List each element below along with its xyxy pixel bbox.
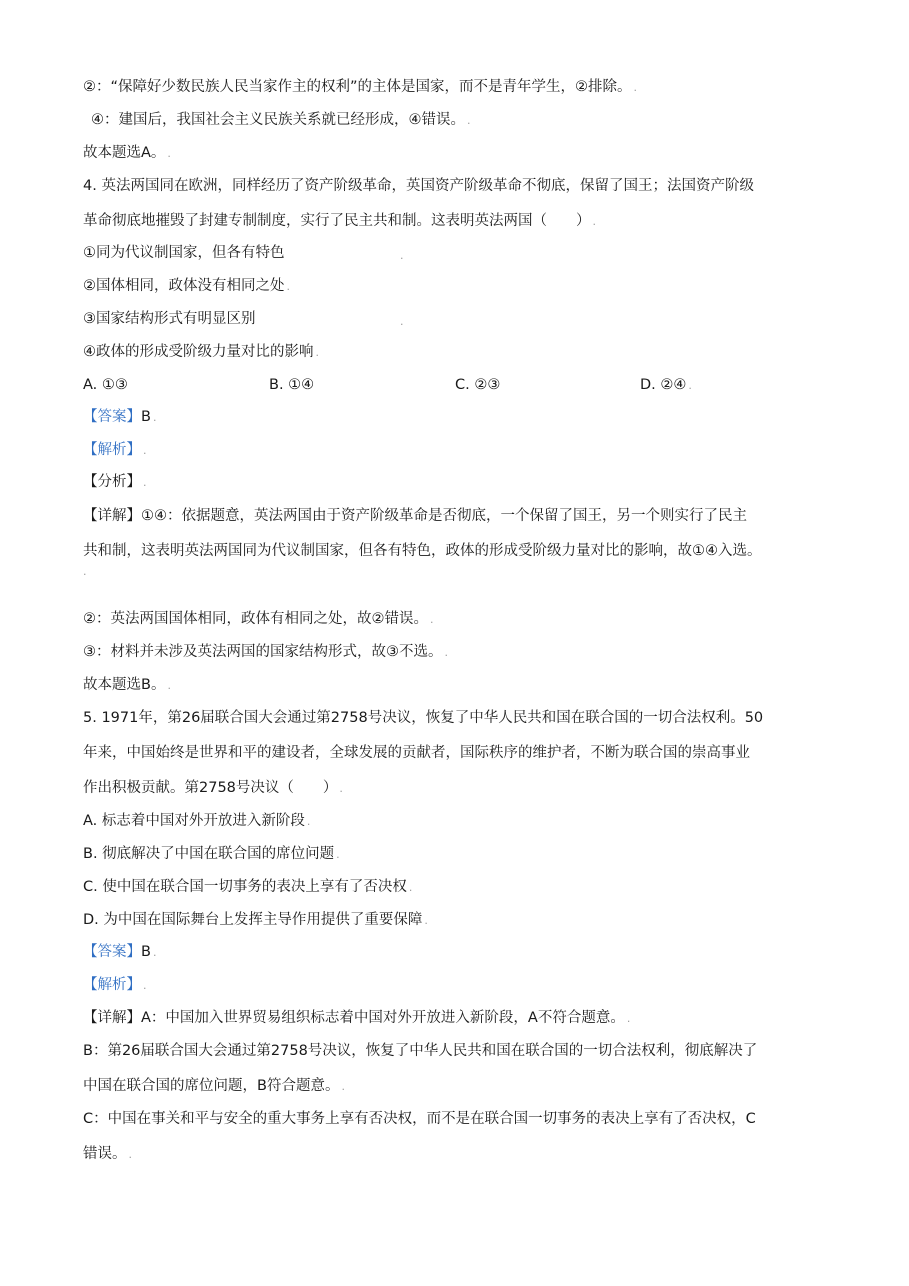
edit-mark: . xyxy=(143,979,147,992)
line-text: ①④：依据题意，英法两国由于资产阶级革命是否彻底，一个保留了国王，另一个则实行了民主 xyxy=(141,508,747,524)
line-text: 故本题选A。 xyxy=(83,145,166,161)
line-text: B：第26届联合国大会通过第2758号决议，恢复了中华人民共和国在联合国的一切合法权利，彻底解决了 xyxy=(83,1043,758,1059)
edit-mark: . xyxy=(315,346,319,359)
question-4-fenxi xyxy=(83,472,147,493)
line-text: ③国家结构形式有明显区别 xyxy=(83,311,256,327)
edit-mark: . xyxy=(626,1012,631,1025)
question-4-stem-line-2 xyxy=(83,211,596,232)
detail-tag: 【详解】 xyxy=(83,508,141,524)
question-5-analysis xyxy=(83,975,147,996)
question-4-detail-line-4 xyxy=(83,642,448,663)
edit-mark: . xyxy=(444,646,448,659)
line-text: ②国体相同，政体没有相同之处 xyxy=(83,278,285,294)
line-text: C：中国在事关和平与安全的重大事务上享有否决权，而不是在联合国一切事务的表决上享有了否决权，C xyxy=(83,1111,756,1127)
question-5-stem-line-2 xyxy=(83,743,750,763)
question-5-detail-b-line-1 xyxy=(83,1041,757,1061)
fenxi-tag: 【分析】 xyxy=(83,474,141,490)
line-text: 中国在联合国的席位问题，B符合题意。 xyxy=(83,1078,340,1094)
analysis-tag: 【解析】 xyxy=(83,977,141,993)
question-5-detail-c-line-1 xyxy=(83,1109,756,1129)
line-text: 革命彻底地摧毁了封建专制制度，实行了民主共和制。这表明英法两国（ ） xyxy=(83,213,591,229)
line-text: 年来，中国始终是世界和平的建设者，全球发展的贡献者，国际秩序的维护者，不断为联合国的崇高事业 xyxy=(83,745,750,761)
line-text: 故本题选B。 xyxy=(83,677,166,693)
answer-value: B xyxy=(141,409,151,425)
line-text: ①同为代议制国家，但各有特色 xyxy=(83,245,285,261)
line-text: B. 彻底解决了中国在联合国的席位问题 xyxy=(83,846,335,862)
edit-mark: . xyxy=(430,613,434,626)
edit-mark: . xyxy=(400,249,404,262)
edit-mark: . xyxy=(167,679,171,692)
edit-mark: . xyxy=(83,565,87,578)
edit-mark: . xyxy=(286,280,290,293)
question-5-answer xyxy=(83,942,156,963)
question-4-item-4 xyxy=(83,342,319,363)
edit-mark: . xyxy=(688,379,692,392)
question-5-detail-b-line-2 xyxy=(83,1076,345,1097)
text-line xyxy=(83,143,171,164)
question-4-item-1 xyxy=(83,243,285,263)
edit-mark: . xyxy=(400,315,404,328)
edit-mark: . xyxy=(592,215,596,228)
question-4-answer xyxy=(83,407,156,428)
question-4-stem-line-1 xyxy=(83,176,754,196)
question-5-stem-line-3 xyxy=(83,778,343,799)
edit-mark: . xyxy=(143,444,147,457)
question-5-stem-line-1 xyxy=(83,708,763,728)
line-text: 共和制，这表明英法两国同为代议制国家，但各有特色，政体的形成受阶级力量对比的影响，故①④入选 xyxy=(83,543,747,559)
question-4-item-3 xyxy=(83,309,256,329)
question-5-option-a xyxy=(83,811,310,832)
line-text: 错误。 xyxy=(83,1146,127,1162)
question-5-detail-a xyxy=(83,1008,630,1029)
line-text: A：中国加入世界贸易组织标志着中国对外开放进入新阶段，A不符合题意。 xyxy=(141,1010,625,1026)
line-text: 4. 英法两国同在欧洲，同样经历了资产阶级革命，英国资产阶级革命不彻底，保留了国王；法国资产阶级 xyxy=(83,178,754,194)
option-c: C. ②③ xyxy=(455,377,501,393)
edit-mark: . xyxy=(306,815,311,828)
option-b: B. ①④ xyxy=(269,377,315,393)
edit-mark: . xyxy=(424,914,428,927)
edit-mark: . xyxy=(152,946,157,959)
line-text: ②：“保障好少数民族人民当家作主的权利”的主体是国家，而不是青年学生，②排除。 xyxy=(83,79,632,95)
line-text: A. 标志着中国对外开放进入新阶段 xyxy=(83,813,305,829)
line-text: ②：英法两国国体相同，政体有相同之处，故②错误。 xyxy=(83,611,428,627)
edit-mark: . xyxy=(341,1080,345,1093)
edit-mark: . xyxy=(467,114,471,127)
question-4-options xyxy=(83,375,783,395)
text-line xyxy=(91,110,471,131)
analysis-tag: 【解析】 xyxy=(83,442,141,458)
answer-tag: 【答案】 xyxy=(83,944,141,960)
question-5-detail-c-line-2 xyxy=(83,1144,132,1165)
line-text: ③：材料并未涉及英法两国的国家结构形式，故③不选。 xyxy=(83,644,443,660)
edit-mark: . xyxy=(128,1148,132,1161)
option-d-text: D. ②④ xyxy=(640,377,687,393)
line-text: ④：建国后，我国社会主义民族关系就已经形成，④错误。 xyxy=(91,112,465,128)
question-5-option-c xyxy=(83,877,412,898)
question-5-option-b xyxy=(83,844,340,865)
option-a: A. ①③ xyxy=(83,377,128,393)
text-line xyxy=(83,77,637,98)
line-text: ④政体的形成受阶级力量对比的影响 xyxy=(83,344,314,360)
edit-mark: . xyxy=(143,476,147,489)
question-5-option-d xyxy=(83,910,428,931)
answer-tag: 【答案】 xyxy=(83,409,141,425)
question-4-analysis xyxy=(83,440,147,461)
question-4-conclusion xyxy=(83,675,171,696)
answer-value: B xyxy=(141,944,151,960)
edit-mark: . xyxy=(633,81,638,94)
edit-mark: . xyxy=(339,782,343,795)
edit-mark: . xyxy=(336,848,340,861)
line-text: 5. 1971年，第26届联合国大会通过第2758号决议，恢复了中华人民共和国在联合国的一切合法权利。50 xyxy=(83,710,764,726)
edit-mark: . xyxy=(152,411,157,424)
question-4-detail-line-2 xyxy=(83,541,762,561)
question-4-item-2 xyxy=(83,276,290,297)
period-mark: 。 xyxy=(747,543,762,559)
line-text: D. 为中国在国际舞台上发挥主导作用提供了重要保障 xyxy=(83,912,423,928)
line-text: C. 使中国在联合国一切事务的表决上享有了否决权 xyxy=(83,879,407,895)
detail-tag: 【详解】 xyxy=(83,1010,141,1026)
edit-mark: . xyxy=(167,147,171,160)
line-text: 作出积极贡献。第2758号决议（ ） xyxy=(83,780,338,796)
edit-mark: . xyxy=(408,881,413,894)
option-d xyxy=(640,375,692,396)
question-4-detail-line-3 xyxy=(83,609,434,630)
question-4-detail-line-1 xyxy=(83,506,747,526)
